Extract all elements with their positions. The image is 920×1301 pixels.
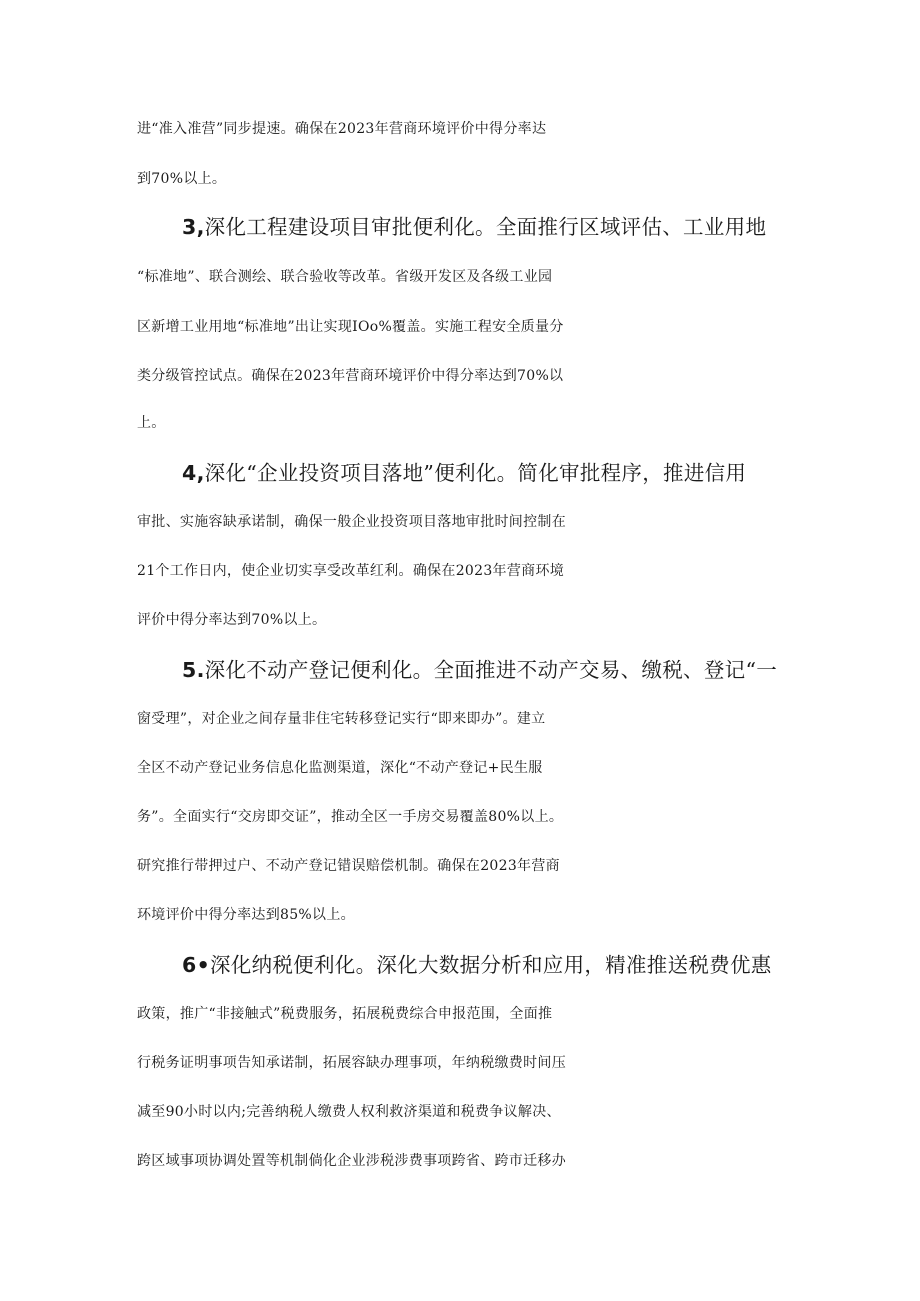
text-line bbox=[0, 361, 920, 391]
line-text: 审批、实施容缺承诺制，确保一般企业投资项目落地审批时间控制在 bbox=[137, 514, 566, 530]
line-text: 窗受理”，对企业之间存量非住宅转移登记实行“即来即办”。建立 bbox=[137, 711, 546, 727]
line-text: 环境评价中得分率达到85%以上。 bbox=[137, 907, 355, 923]
text-line bbox=[0, 999, 920, 1029]
item-number: 5. bbox=[182, 658, 205, 682]
list-item-heading bbox=[0, 212, 920, 242]
text-line bbox=[0, 605, 920, 635]
text-line bbox=[0, 1097, 920, 1127]
text-line bbox=[0, 408, 920, 438]
line-text: 进“准入准营”同步提速。确保在2023年营商环境评价中得分率达 bbox=[137, 121, 547, 137]
line-text: 深化不动产登记便利化。全面推进不动产交易、缴税、登记“一 bbox=[204, 658, 778, 682]
text-line bbox=[0, 164, 920, 194]
line-text: 上。 bbox=[137, 415, 166, 431]
line-text: “标准地”、联合测绘、联合验收等改革。省级开发区及各级工业园 bbox=[137, 269, 553, 285]
line-text: 深化“企业投资项目落地”便利化。简化审批程序，推进信用 bbox=[204, 461, 747, 485]
text-line bbox=[0, 802, 920, 832]
text-line bbox=[0, 900, 920, 930]
line-text: 跨区域事项协调处置等机制倘化企业涉税涉费事项跨省、跨市迁移办 bbox=[137, 1153, 566, 1169]
text-line bbox=[0, 312, 920, 342]
text-line bbox=[0, 556, 920, 586]
line-text: 类分级管控试点。确保在2023年营商环境评价中得分率达到70%以 bbox=[137, 368, 564, 384]
item-number: 4, bbox=[182, 461, 205, 485]
text-line bbox=[0, 1048, 920, 1078]
text-line bbox=[0, 851, 920, 881]
list-item-heading bbox=[0, 655, 920, 685]
line-text: 深化工程建设项目审批便利化。全面推行区域评估、工业用地 bbox=[204, 215, 767, 239]
item-number: 3, bbox=[182, 215, 205, 239]
list-item-heading bbox=[0, 458, 920, 488]
line-text: 减至90小时以内;完善纳税人缴费人权利救济渠道和税费争议解决、 bbox=[137, 1104, 561, 1120]
line-text: 到70%以上。 bbox=[137, 171, 227, 187]
text-line bbox=[0, 262, 920, 292]
line-text: 区新增工业用地“标准地”出让实现IOo%覆盖。实施工程安全质量分 bbox=[137, 319, 564, 335]
text-line bbox=[0, 1146, 920, 1176]
line-text: 行税务证明事项告知承诺制，拓展容缺办理事项，年纳税缴费时间压 bbox=[137, 1055, 566, 1071]
line-text: 研究推行带押过户、不动产登记错误赔偿机制。确保在2023年营商 bbox=[137, 858, 560, 874]
text-line bbox=[0, 704, 920, 734]
text-line bbox=[0, 507, 920, 537]
list-item-heading bbox=[0, 950, 920, 980]
text-line bbox=[0, 114, 920, 144]
text-line bbox=[0, 753, 920, 783]
line-text: 评价中得分率达到70%以上。 bbox=[137, 612, 327, 628]
line-text: 全区不动产登记业务信息化监测渠道，深化“不动产登记+民生服 bbox=[137, 760, 543, 776]
item-number: 6• bbox=[182, 953, 210, 977]
line-text: 务”。全面实行“交房即交证”，推动全区一手房交易覆盖80%以上。 bbox=[137, 809, 564, 825]
line-text: 政策，推广“非接触式”税费服务，拓展税费综合申报范围，全面推 bbox=[137, 1006, 553, 1022]
line-text: 深化纳税便利化。深化大数据分析和应用，精准推送税费优惠 bbox=[209, 953, 772, 977]
line-text: 21个工作日内，使企业切实享受改革红利。确保在2023年营商环境 bbox=[137, 563, 565, 579]
